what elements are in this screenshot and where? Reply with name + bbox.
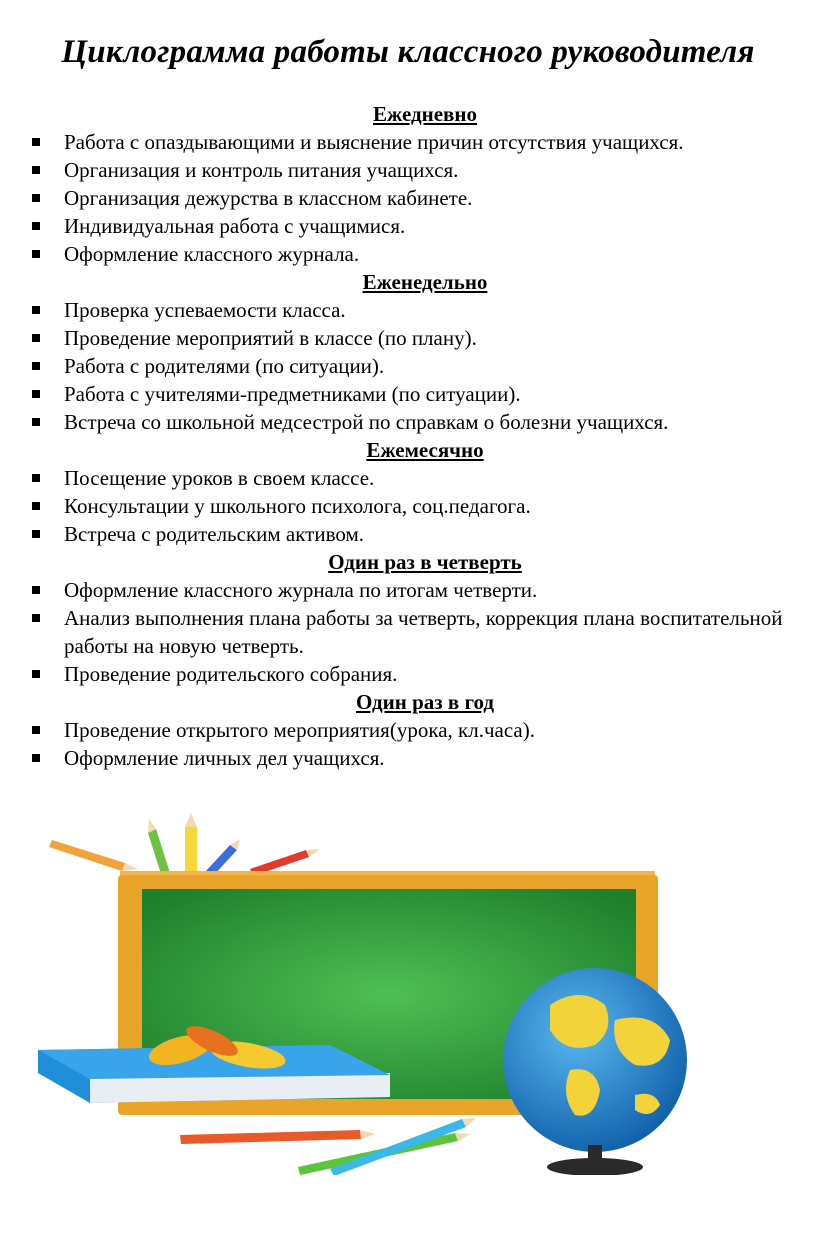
section-heading: Еженедельно	[362, 270, 488, 294]
list-item: Встреча со школьной медсестрой по справкам о болезни учащихся.	[30, 408, 800, 436]
list-item: Индивидуальная работа с учащимися.	[30, 212, 800, 240]
globe-icon	[503, 968, 687, 1175]
list-item: Оформление классного журнала по итогам четверти.	[30, 576, 800, 604]
pencil-icon	[330, 1118, 476, 1175]
section-daily	[30, 100, 800, 268]
square-bullet-icon	[32, 334, 40, 342]
pencil-icon	[49, 840, 138, 871]
square-bullet-icon	[32, 726, 40, 734]
section-heading: Ежемесячно	[366, 438, 484, 462]
section-weekly	[30, 268, 800, 436]
pencil-icon	[180, 1130, 376, 1144]
square-bullet-icon	[32, 670, 40, 678]
task-list	[30, 128, 800, 268]
list-item: Посещение уроков в своем классе.	[30, 464, 800, 492]
school-illustration	[30, 805, 750, 1175]
square-bullet-icon	[32, 754, 40, 762]
list-item: Оформление личных дел учащихся.	[30, 744, 800, 772]
list-item: Консультации у школьного психолога, соц.педагога.	[30, 492, 800, 520]
section-heading: Один раз в год	[355, 690, 495, 714]
task-list	[30, 716, 800, 772]
square-bullet-icon	[32, 474, 40, 482]
square-bullet-icon	[32, 614, 40, 622]
section-heading: Ежедневно	[373, 102, 477, 126]
square-bullet-icon	[32, 222, 40, 230]
list-item: Работа с учителями-предметниками (по ситуации).	[30, 380, 800, 408]
list-item: Работа с опаздывающими и выяснение причин отсутствия учащихся.	[30, 128, 800, 156]
list-item: Проведение мероприятий в классе (по плану).	[30, 324, 800, 352]
square-bullet-icon	[32, 194, 40, 202]
pencil-icon	[206, 839, 240, 876]
square-bullet-icon	[32, 418, 40, 426]
square-bullet-icon	[32, 502, 40, 510]
list-item: Анализ выполнения плана работы за четверть, коррекция плана воспитательной работы на новую четверть.	[30, 604, 800, 660]
section-monthly	[30, 436, 800, 548]
page-title: Циклограмма работы классного руководителя	[61, 34, 755, 70]
square-bullet-icon	[32, 530, 40, 538]
list-item: Оформление классного журнала.	[30, 240, 800, 268]
list-item: Работа с родителями (по ситуации).	[30, 352, 800, 380]
square-bullet-icon	[32, 306, 40, 314]
task-list	[30, 296, 800, 436]
pencil-icon	[148, 819, 170, 877]
section-quarterly	[30, 548, 800, 688]
square-bullet-icon	[32, 390, 40, 398]
square-bullet-icon	[32, 250, 40, 258]
square-bullet-icon	[32, 362, 40, 370]
square-bullet-icon	[32, 586, 40, 594]
section-yearly	[30, 688, 800, 772]
task-list	[30, 464, 800, 548]
pencil-icon	[185, 813, 197, 875]
square-bullet-icon	[32, 166, 40, 174]
list-item: Организация дежурства в классном кабинете.	[30, 184, 800, 212]
square-bullet-icon	[32, 138, 40, 146]
list-item: Встреча с родительским активом.	[30, 520, 800, 548]
section-heading: Один раз в четверть	[328, 550, 522, 574]
list-item: Проверка успеваемости класса.	[30, 296, 800, 324]
list-item: Организация и контроль питания учащихся.	[30, 156, 800, 184]
list-item: Проведение родительского собрания.	[30, 660, 800, 688]
list-item: Проведение открытого мероприятия(урока, кл.часа).	[30, 716, 800, 744]
task-list	[30, 576, 800, 688]
cyclogram-content	[30, 100, 800, 772]
